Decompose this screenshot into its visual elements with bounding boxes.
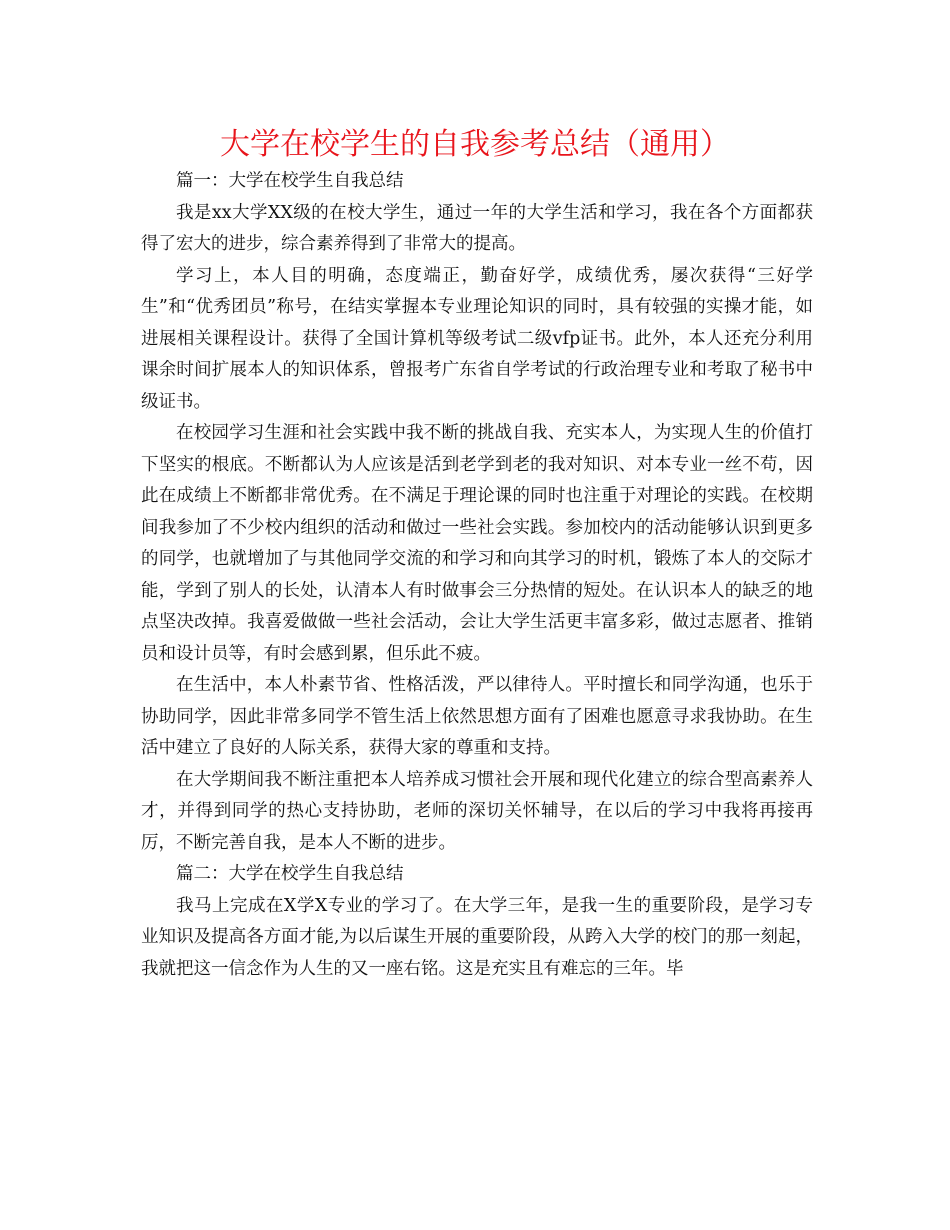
document-title: 大学在校学生的自我参考总结（通用） bbox=[220, 127, 730, 162]
paragraph-practice: 在校园学习生涯和社会实践中我不断的挑战自我、充实本人，为实现人生的价值打下坚实的根底。不断都认为人应该是活到老学到老的我对知识、对本专业一丝不苟，因此在成绩上不断都非常优秀。在不满足于理论课的同时也注重于对理论的实践。在校期间我参加了不少校内组织的活动和做过一些社会实践。参加校内的活动能够认识到更多的同学，也就增加了与其他同学交流的和学习和向其学习的时机，锻炼了本人的交际才能，学到了别人的长处，认清本人有时做事会三分热情的短处。在认识本人的缺乏的地点坚决改掉。我喜爱做做一些社会活动，会让大学生活更丰富多彩，做过志愿者、推销员和设计员等，有时会感到累，但乐此不疲。 bbox=[141, 423, 813, 664]
paragraph-life: 在生活中，本人朴素节省、性格活泼，严以律待人。平时擅长和同学沟通，也乐于协助同学，因此非常多同学不管生活上依然思想方面有了困难也愿意寻求我协助。在生活中建立了良好的人际关系，获得大家的尊重和支持。 bbox=[141, 675, 813, 758]
paragraph-section-2-intro: 我马上完成在X学X专业的学习了。在大学三年，是我一生的重要阶段，是学习专业知识及提高各方面才能,为以后谋生开展的重要阶段，从跨入大学的校门的那一刻起，我就把这一信念作为人生的又一座右铭。这是充实且有难忘的三年。毕 bbox=[141, 895, 813, 979]
section-1-heading: 篇一：大学在校学生自我总结 bbox=[176, 171, 404, 191]
section-2-heading: 篇二：大学在校学生自我总结 bbox=[176, 864, 404, 884]
paragraph-conclusion: 在大学期间我不断注重把本人培养成习惯社会开展和现代化建立的综合型高素养人才，并得到同学的热心支持协助，老师的深切关怀辅导，在以后的学习中我将再接再厉，不断完善自我，是本人不断的进步。 bbox=[141, 769, 813, 853]
paragraph-study: 学习上，本人目的明确，态度端正，勤奋好学，成绩优秀，屡次获得“三好学生”和“优秀团员”称号，在结实掌握本专业理论知识的同时，具有较强的实操才能，如进展相关课程设计。获得了全国计算机等级考试二级vfp证书。此外，本人还充分利用课余时间扩展本人的知识体系，曾报考广东省自学考试的行政治理专业和考取了秘书中级证书。 bbox=[141, 265, 813, 412]
document-body bbox=[141, 166, 813, 985]
paragraph-intro: 我是xx大学XX级的在校大学生，通过一年的大学生活和学习，我在各个方面都获得了宏大的进步，综合素养得到了非常大的提高。 bbox=[141, 202, 813, 254]
